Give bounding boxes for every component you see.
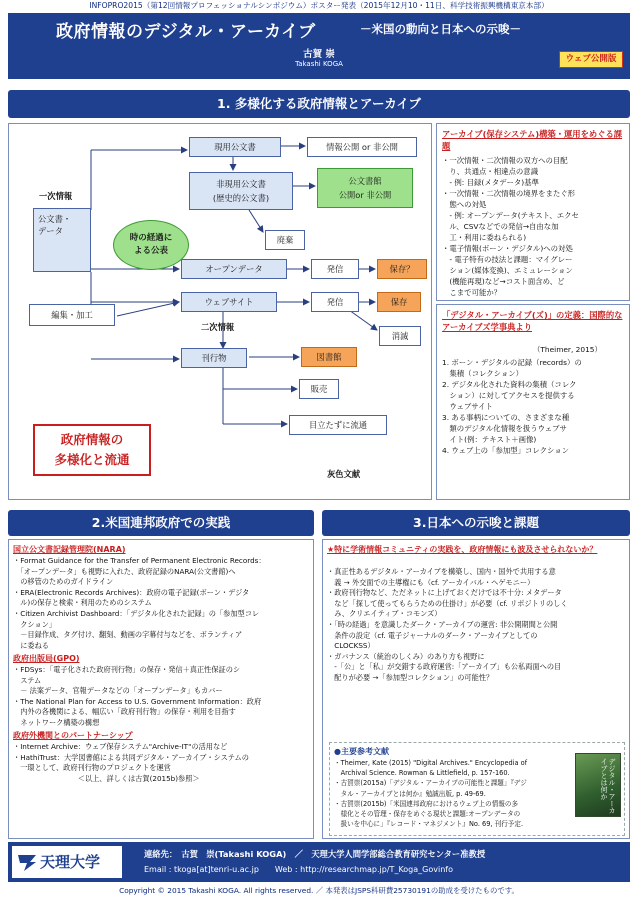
reference-line: Archival Science. Rowman & Littlefield, p. 157-160.: [334, 769, 510, 778]
digital-archive-line: 2. デジタル化された資料の集積（コレク: [442, 380, 577, 389]
node-send-2: 発信: [311, 292, 359, 312]
node-vanish: 消滅: [379, 326, 421, 346]
nara-line: に委ねる: [13, 640, 49, 650]
node-preserve: 保存: [377, 292, 421, 312]
archive-issue-line: - 電子特有の技法と課題：マイグレー: [442, 255, 573, 264]
footer-banner: [8, 842, 630, 882]
implication-line: など「探して使ってもらうための仕掛け」が必要（cf. リポジトリのしく: [327, 598, 568, 608]
digital-archive-line: 類のデジタル化情報を扱うウェブサ: [442, 424, 567, 433]
partnership-line: ＜以上、詳しくは古賀(2015b)参照＞: [13, 773, 200, 783]
university-logo: [12, 846, 122, 878]
partnership-line: ・HathiTrust：大学図書館による共同デジタル・アーカイブ・システムの: [13, 752, 249, 762]
nara-list: [13, 556, 313, 651]
archive-issue-line: こまで可能か？: [442, 288, 502, 297]
implications-list: [327, 567, 627, 684]
gpo-line: － 法案データ、官報データなどの「オープンデータ」もカバー: [13, 686, 223, 696]
archive-issues-title: アーカイブ(保存システム)構築・運用をめぐる課題: [442, 129, 623, 151]
implication-line: -「公」と「私」が交錯する政府運営:「アーカイブ」も公私両面への目: [327, 662, 562, 672]
implications-lead: ★特に学術情報コミュニティの実践を、政府情報にも波及させられないか？: [327, 545, 598, 554]
node-diversification: 政府情報の 多様化と流通: [33, 424, 151, 476]
gpo-line: ・FDSys：「電子化された政府刊行物」の保存・発信＋真正性保証のシ: [13, 665, 241, 674]
digital-archive-line: イト(例：テキスト＋画像): [442, 435, 537, 444]
nara-heading: 国立公文書記録管理院(NARA): [13, 545, 126, 554]
nara-line: 「オープンデータ」も視野に入れた、政府記録のNARA(公文書館)へ: [13, 566, 236, 576]
references-box: [329, 742, 625, 836]
archive-issues-box: [436, 123, 630, 301]
implication-line: 条件の設定（cf. 電子ジャーナルのダーク・アーカイブとしての: [327, 630, 538, 640]
archive-issue-line: ・電子情報(ボーン・デジタル)への対処: [442, 244, 573, 253]
archive-issue-line: り、共通点・相違点の意識: [442, 167, 539, 176]
archive-issues-list: [442, 155, 628, 298]
implication-line: CLOCKSS）: [327, 641, 375, 651]
partnership-line: ・Internet Archive：ウェブ保存システム"Archive-IT"の活用など: [13, 742, 228, 751]
archive-issue-line: 工・利用に委ねられる): [442, 233, 527, 242]
digital-archive-line: 1. ボーン・デジタルの記録（records）の: [442, 358, 582, 367]
info-flow-diagram: [8, 123, 432, 500]
node-preserve-question: 保存？: [377, 259, 427, 279]
primary-info-label: 一次情報: [39, 191, 73, 201]
digital-archive-line: ション）に対してアクセスを提供する: [442, 391, 575, 400]
implication-line: み、クリエイティブ・コモンズ）: [327, 609, 442, 619]
gpo-line: ネットワーク構築の構想: [13, 717, 100, 727]
nara-line: －目録作成、タグ付け、翻刻、動画の字幕付与などを、ボランティア: [13, 630, 243, 640]
node-publication: 刊行物: [181, 348, 247, 368]
node-archives: 公文書館 公開or 非公開: [317, 168, 413, 208]
node-send-1: 発信: [311, 259, 359, 279]
us-federal-practice-panel: [8, 539, 314, 839]
author-name-en: Takashi KOGA: [295, 60, 343, 68]
archive-issue-line: ・一次情報・二次情報の双方への目配: [442, 156, 568, 165]
archive-issue-line: ・一次情報・二次情報の境界をまたぐ形: [442, 189, 576, 198]
section1-title: 1. 多様化する政府情報とアーカイブ: [8, 90, 630, 118]
node-obscure-distribution: 目立たずに流通: [289, 415, 387, 435]
gpo-line: 内外の各機関による、幅広い「政府刊行物」の保存・利用を目指す: [13, 707, 236, 717]
node-current-documents: 現用公文書: [189, 137, 281, 157]
partnership-line: 一環として、政府刊行物のプロジェクトを運営: [13, 763, 171, 773]
author-name: 古賀 崇: [303, 49, 335, 60]
references-list: [334, 758, 574, 829]
nara-line: ・Citizen Archivist Dashboard：「デジタル化された記録」の「参加型コレ: [13, 608, 260, 618]
node-noncurrent-documents: 非現用公文書 (歴史的公文書): [189, 172, 293, 210]
nara-line: ・Format Guidance for the Transfer of Permanent Electronic Records：: [13, 556, 266, 565]
gpo-list: [13, 665, 313, 729]
archive-issue-line: ル、CSVなどでの発信→自由な加: [442, 222, 559, 231]
implication-line: 義 → 外交面での主導権にも（cf. アーカイバル・ヘゲモニー）: [327, 577, 535, 587]
gray-literature-label: 灰色文献: [327, 469, 361, 479]
reference-line: 扱いを中心に」『レコード・マネジメント』No. 69, 刊行予定.: [334, 820, 524, 829]
digital-archive-title: 「デジタル・アーカイブ(ズ)」の定義：国際的なアーカイブズ学事典より: [442, 310, 623, 332]
gpo-line: ・The National Plan for Access to U.S. Government Information：政府: [13, 696, 262, 706]
book-cover-title: デジタル・アーカイブとは何か: [600, 758, 616, 814]
node-sales: 販売: [299, 379, 339, 399]
reference-line: ・古賀崇(2015a)「デジタル・アーカイブの可能性と課題」『デジ: [334, 779, 527, 788]
node-disclosure: 情報公開 or 非公開: [307, 137, 417, 157]
reference-line: 様化とその管理・保存をめぐる現状と課題:オープンデータの: [334, 810, 521, 819]
archive-issue-line: - 例: 目録(メタデータ)基準: [442, 178, 539, 187]
node-library: 図書館: [301, 347, 357, 367]
gpo-line: ステム: [13, 675, 42, 685]
digital-archive-list: [442, 357, 628, 456]
header-banner: [8, 13, 630, 79]
nara-line: ・ERA(Electronic Records Archives)：政府の電子記録(ボーン・デジタ: [13, 587, 250, 597]
section3-title: 3.日本への示唆と課題: [322, 510, 630, 536]
reference-line: タル・アーカイブとは何か』勉誠出版, p. 49-69.: [334, 789, 486, 798]
digital-archive-line: 集積（コレクション）: [442, 369, 524, 378]
page-subtitle: －米国の動向と日本への示唆－: [360, 22, 521, 36]
page-title: 政府情報のデジタル・アーカイブ: [56, 22, 316, 42]
node-official-documents: 公文書・ データ: [33, 208, 91, 272]
contact-email-web[interactable]: Email : tkoga[at]tenri-u.ac.jp Web : http://researchmap.jp/T_Koga_Govinfo: [144, 865, 453, 874]
reference-line: ・古賀崇(2015b)「米国連邦政府におけるウェブ上の情報の多: [334, 799, 519, 808]
book-cover-image: [575, 753, 621, 817]
secondary-info-label: 二次情報: [201, 322, 235, 332]
gpo-heading: 政府出版局(GPO): [13, 654, 80, 663]
node-time-elapsed-release: 時の経過に よる公表: [113, 220, 189, 270]
web-version-badge: ウェブ公開版: [559, 51, 623, 68]
archive-issue-line: 態への対処: [442, 200, 487, 209]
implication-line: ・真正性あるデジタル・アーカイブを構築し、国内・国外で共用する意: [327, 567, 556, 576]
digital-archive-line: 3. ある事柄についての、さまざまな種: [442, 413, 570, 422]
contact-info: 連絡先： 古賀 崇(Takashi KOGA) ／ 天理大学人間学部総合教育研究センター准教授: [144, 849, 486, 859]
partnership-list: [13, 742, 313, 784]
japan-implications-panel: [322, 539, 630, 839]
copyright-line: Copyright © 2015 Takashi KOGA. All rights reserved. ／ 本発表はJSPS科研費25730191の助成を受けたものです。: [119, 886, 519, 895]
partnership-heading: 政府外機関とのパートナーシップ: [13, 731, 133, 740]
nara-line: クション」: [13, 619, 56, 629]
digital-archive-line: 4. ウェブ上の「参加型」コレクション: [442, 446, 570, 455]
archive-issue-line: ション(媒体変換)、エミュレーション: [442, 266, 573, 275]
implication-line: ・「時の経過」を意識したダーク・アーカイブの運営: 非公開期間と公開: [327, 619, 558, 629]
node-disposal: 廃棄: [265, 230, 305, 250]
nara-line: の移管のためのガイドライン: [13, 577, 114, 587]
digital-archive-citation: （Theimer, 2015）: [533, 345, 602, 354]
university-logo-text: 天理大学: [40, 853, 101, 871]
node-website: ウェブサイト: [181, 292, 277, 312]
node-open-data: オープンデータ: [181, 259, 287, 279]
section2-title: 2.米国連邦政府での実践: [8, 510, 314, 536]
node-edit-process: 編集・加工: [29, 304, 115, 326]
conference-info-line: INFOPRO2015（第12回情報プロフェッショナルシンポジウム）ポスター発表（2015年12月10・11日、科学技術振興機構東京本部）: [89, 1, 549, 10]
university-emblem-icon: [16, 851, 38, 873]
implication-line: ・政府刊行物など、ただネットに上げておくだけでは不十分: メタデータ: [327, 588, 562, 598]
digital-archive-line: ウェブサイト: [442, 402, 493, 411]
digital-archive-definition-box: [436, 304, 630, 500]
archive-issue-line: - 例: オープンデータ(テキスト、エクセ: [442, 211, 579, 220]
implication-line: ・ガバナンス（統治のしくみ）のあり方も視野に: [327, 651, 485, 661]
implication-line: 配りが必要 →「参加型コレクション」の可能性？: [327, 672, 494, 682]
reference-line: ・Theimer, Kate (2015) "Digital Archives." Encyclopedia of: [334, 759, 528, 767]
references-heading: ●主要参考文献: [334, 747, 389, 756]
nara-line: ル)の保存と検索・利用のためのシステム: [13, 598, 152, 608]
archive-issue-line: (機能再現)など→コスト面含め、ど: [442, 277, 565, 286]
